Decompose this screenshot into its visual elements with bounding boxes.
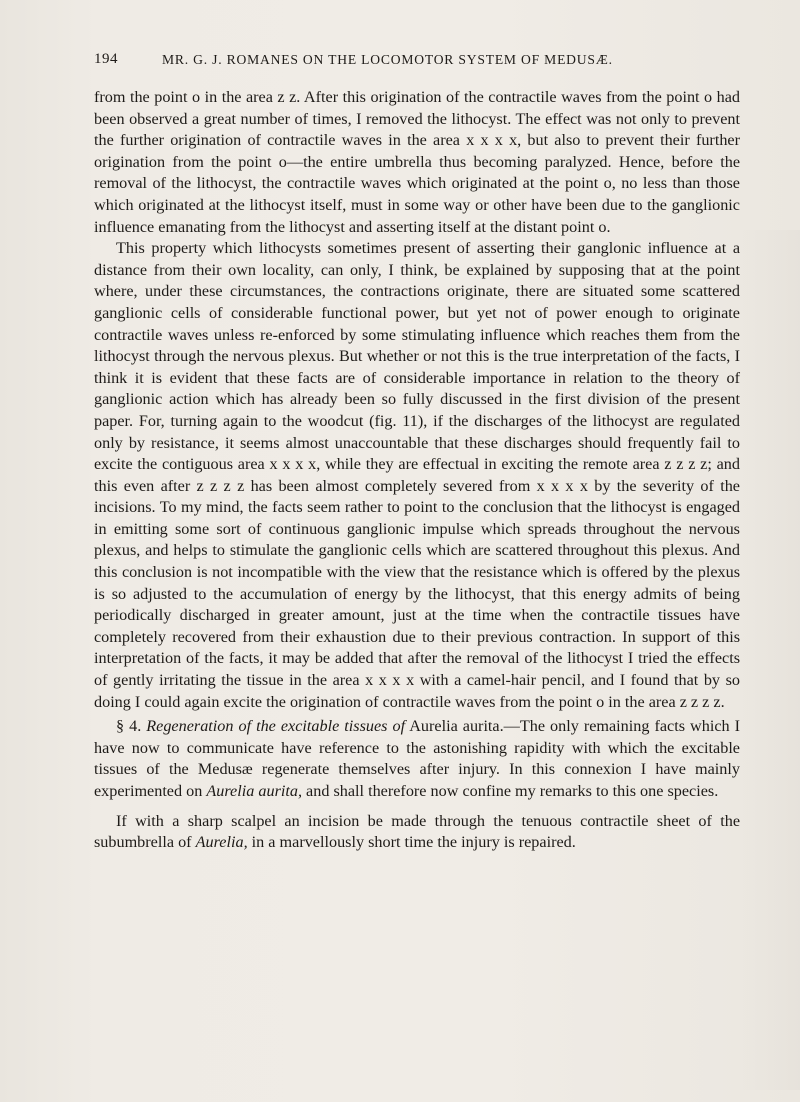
paragraph-2: This property which lithocysts sometimes present of asserting their ganglonic influence at a distance from their own locality, can only, I think, be explained by supposing that at the point where, under these circumstances, the contractions originate, there are situated some scattered ganglionic cells of considerable functional power, but yet not of power enough to originate contractile waves unless re-enforced by some stimulating influence which reaches them from the lithocyst through the nervous plexus. But whether or not this is the true interpretation of the facts, I think it is evident that these facts are of considerable importance in relation to the theory of ganglionic action which has already been so fully discussed in the first division of the present paper. For, turning again to the woodcut (fig. 11), if the discharges of the lithocyst are regulated only by resistance, it seems almost unaccountable that these discharges should frequently fail to excite the contiguous area x x x x, while they are effectual in exciting the remote area z z z z; and this even after z z z z has been almost completely severed from x x x x by the severity of the incisions. To my mind, the facts seem rather to point to the conclusion that the lithocyst is engaged in emitting some sort of continuous ganglionic impulse which spreads throughout the nervous plexus, and helps to stimulate the ganglionic cells which are scattered throughout this plexus. And this conclusion is not incompatible with the view that the resistance which is offered by the plexus is so adjusted to the accumulation of energy by the lithocyst, that this energy admits of being periodically discharged in greater amount, just at the time when the contractile tissues have completely recovered from their exhaustion due to their previous contraction. In support of this interpretation of the facts, it may be added that after the removal of the lithocyst I tried the effects of gently irritating the tissue in the area x x x x with a camel-hair pencil, and I found that by so doing I could again excite the origination of contractile waves from the point o in the area z z z z. xyxy=(94,239,740,711)
paragraph-4-italic-genus: Aurelia, xyxy=(195,833,248,852)
paragraph-1: from the point o in the area z z. After this origination of the contractile waves from the point o had been observed a great number of times, I removed the lithocyst. The effect was not only to prevent the further origination of contractile waves in the area x x x x, but also to prevent their further origination from the point o—the entire umbrella thus becoming paralyzed. Hence, before the removal of the lithocyst, the contractile waves which originated at the point o, no less than those which originated at the lithocyst itself, must in some way or other have been due to the ganglionic influence emanating from the lithocyst and asserting itself at the distant point o. xyxy=(94,88,740,236)
section-species: Aurelia aurita. xyxy=(409,717,504,736)
section-title: Regeneration of the excitable tissues of xyxy=(146,717,406,736)
paragraph-3-text-b: and shall therefore now confine my remarks to this one species. xyxy=(306,782,719,800)
page-header xyxy=(94,51,744,73)
section-number: § 4. xyxy=(116,717,142,736)
page-bleed-through xyxy=(740,230,800,1090)
paragraph-4-text-b: in a marvellously short time the injury is repaired. xyxy=(251,833,576,852)
body-text xyxy=(94,87,740,854)
paragraph-4 xyxy=(94,811,740,854)
paragraph-3-text-a: —The only remaining facts which I have now to communicate have reference to the astonishing rapidity with which the excitable tissues of the Medusæ regenerate themselves after injury. In this connexion I have mainly experimented on xyxy=(94,717,741,800)
paragraph-3-italic-species: Aurelia aurita, xyxy=(206,782,302,800)
running-title: MR. G. J. ROMANES ON THE LOCOMOTOR SYSTEM OF MEDUSÆ. xyxy=(162,52,613,67)
paragraph-4-text-a: If with a sharp scalpel an incision be made through the tenuous contractile sheet of the subumbrella of xyxy=(94,811,740,852)
page-number: 194 xyxy=(94,51,118,67)
paragraph-3-section-4 xyxy=(94,716,740,802)
